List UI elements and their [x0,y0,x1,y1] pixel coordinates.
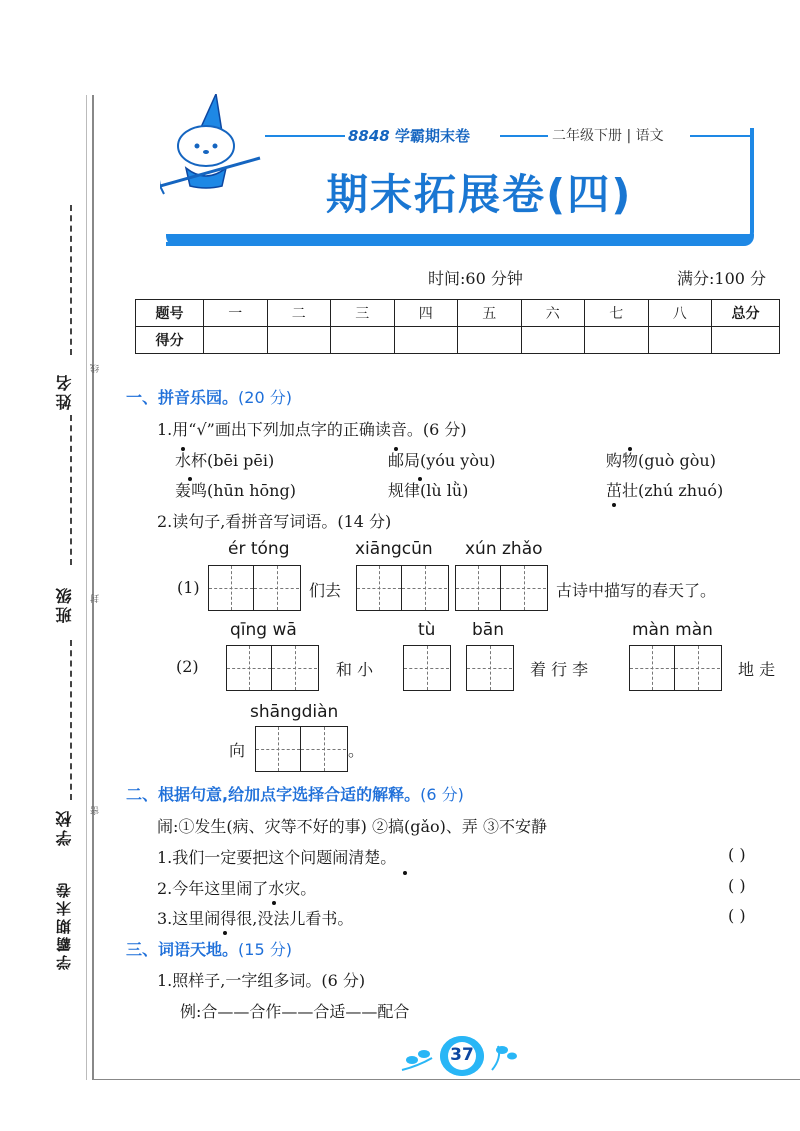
emphasis-dot [181,447,185,451]
page-title: 期末拓展卷(四) [326,170,633,219]
score-value-row [136,327,780,354]
q1-prompt: 1.用“√”画出下列加点字的正确读音。(6 分) [157,420,467,439]
footer-rule [92,1079,800,1080]
writing-box-er-tong[interactable] [208,565,301,611]
seal2-label: 密 [91,806,101,815]
score-input-cell[interactable] [394,327,458,354]
full-score: 满分:100 分 [677,269,767,288]
score-header-cell: 一 [204,300,268,327]
emphasis-dot [223,931,227,935]
score-input-cell[interactable] [331,327,395,354]
sentence1-text2: 古诗中描写的春天了。 [556,581,717,600]
sentence2-period: 。 [348,741,365,760]
binding-line [92,95,94,1080]
emphasis-dot [403,871,407,875]
cut-line-top [70,205,72,355]
section3-example: 例:合——合作——合适——配合 [180,1002,410,1021]
seal-label: 封 [91,594,101,603]
q1-item-5: 规律(lù lǜ) [388,481,469,500]
pinyin-xun-zhao: xún zhǎo [465,539,543,559]
section3-points: (15 分) [238,940,292,959]
score-header-cell: 六 [521,300,585,327]
page-number: 37 [450,1045,474,1065]
score-input-cell[interactable] [712,327,780,354]
writing-box-man-man[interactable] [629,645,722,691]
writing-box-xiangcun[interactable] [356,565,449,611]
q1-item-1: 水杯(bēi pēi) [175,451,275,470]
writing-box-tu[interactable] [403,645,451,691]
sentence1-text1: 们去 [309,581,342,600]
score-table [135,299,780,354]
sentence2-text4: 向 [229,741,246,760]
exam-time: 时间:60 分钟 [428,269,523,288]
pinyin-ban: bān [472,620,504,640]
binding-line-inner [86,95,87,1080]
writing-box-qing-wa[interactable] [226,645,319,691]
score-input-cell[interactable] [521,327,585,354]
grade-subject: 二年级下册 | 语文 [552,128,664,144]
cut-line-lower [70,640,72,800]
cut-line-middle [70,415,72,565]
series-title: 学霸期末卷 [394,127,470,145]
q1-item-6: 茁壮(zhú zhuó) [606,481,724,500]
score-header-row [136,300,780,327]
sentence1-label: (1) [177,578,200,597]
pinyin-tu: tù [418,620,436,640]
title-banner-bar [166,234,754,246]
section2-item-2: 2.今年这里闹了水灾。 [157,879,317,898]
class-label: 班级 [55,585,74,623]
emphasis-dot [612,503,616,507]
pinyin-shangdian: shāngdiàn [250,702,339,722]
writing-box-shangdian[interactable] [255,726,348,772]
pinyin-er-tong: ér tóng [228,539,290,559]
score-input-cell[interactable] [267,327,331,354]
emphasis-dot [628,447,632,451]
series-side-label: 学霸期末卷 [55,880,73,970]
writing-box-xun-zhao[interactable] [455,565,548,611]
score-input-cell[interactable] [458,327,522,354]
score-header-cell: 三 [331,300,395,327]
section1-points: (20 分) [238,388,292,407]
pinyin-xiangcun: xiāngcūn [355,539,433,559]
section2-heading: 二、根据句意,给加点字选择合适的解释。 [126,785,421,804]
page-number-badge [440,1036,484,1076]
section2-item-3: 3.这里闹得很,没法儿看书。 [157,909,354,928]
sentence2-text3: 地 走 [738,660,776,679]
section3-heading: 三、词语天地。 [126,940,239,959]
pinyin-qing-wa: qīng wā [230,620,297,640]
section3-q1: 1.照样子,一字组多词。(6 分) [157,971,366,990]
definition-line: 闹:①发生(病、灾等不好的事) ②搞(gǎo)、弄 ③不安静 [157,817,547,836]
pinyin-man-man: màn màn [632,620,713,640]
section3-title [126,937,292,960]
score-header-cell: 总分 [712,300,780,327]
writing-box-ban[interactable] [466,645,514,691]
section1-title [126,385,292,408]
q1-item-4: 轰鸣(hūn hōng) [175,481,296,500]
brand-number: 8848 [348,127,390,145]
q1-item-3: 购物(guò gòu) [606,451,716,470]
answer-paren-1[interactable]: ( ) [728,845,746,864]
score-input-cell[interactable] [648,327,712,354]
emphasis-dot [188,477,192,481]
section2-title [126,782,464,805]
section2-item-1: 1.我们一定要把这个问题闹清楚。 [157,848,397,867]
q2-prompt: 2.读句子,看拼音写词语。(14 分) [157,512,392,531]
sentence2-label: (2) [176,657,199,676]
emphasis-dot [272,901,276,905]
section2-points: (6 分) [420,785,464,804]
score-header-cell: 四 [394,300,458,327]
score-header-cell: 五 [458,300,522,327]
line-label: 线 [91,364,101,373]
sprout-left-icon [398,1040,436,1074]
score-header-cell: 题号 [136,300,204,327]
school-label: 学校 [55,808,74,846]
score-header-cell: 七 [585,300,649,327]
score-header-cell: 八 [648,300,712,327]
sentence2-text1: 和 小 [336,660,374,679]
score-input-cell[interactable] [585,327,649,354]
score-row-label: 得分 [136,327,204,354]
emphasis-dot [418,477,422,481]
answer-paren-2[interactable]: ( ) [728,876,746,895]
section1-heading: 一、拼音乐园。 [126,388,239,407]
sentence2-text2: 着 行 李 [530,660,589,679]
q1-item-2: 邮局(yóu yòu) [388,451,496,470]
answer-paren-3[interactable]: ( ) [728,906,746,925]
score-header-cell: 二 [267,300,331,327]
sprout-right-icon [488,1040,526,1074]
emphasis-dot [394,447,398,451]
series-name [348,125,470,146]
name-label: 姓名 [55,372,74,410]
score-input-cell[interactable] [204,327,268,354]
